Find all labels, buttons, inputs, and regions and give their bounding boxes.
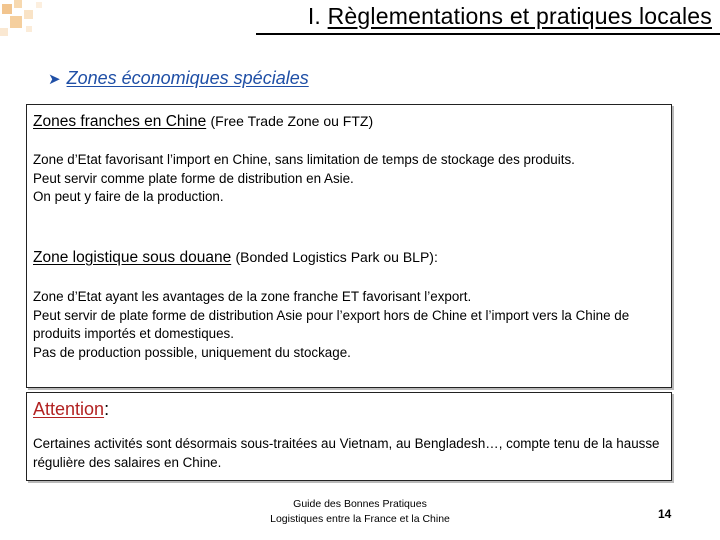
blp-heading-label: Zone logistique sous douane — [33, 249, 232, 266]
section-subtitle — [48, 68, 309, 89]
blp-description — [33, 288, 663, 362]
footer-line-2: Logistiques entre la France et la Chine — [270, 513, 450, 525]
corner-decoration — [0, 0, 60, 48]
attention-colon: : — [104, 399, 110, 419]
blp-line: Pas de production possible, uniquement du stockage. — [33, 344, 351, 360]
page-title — [308, 3, 712, 30]
ftz-line: Zone d’Etat favorisant l’import en Chine, sans limitation de temps de stockage des produits. — [33, 152, 575, 167]
zones-info-box — [26, 104, 672, 388]
ftz-line: Peut servir comme plate forme de distribution en Asie. — [33, 170, 354, 186]
title-bar — [256, 0, 720, 34]
footer — [240, 497, 480, 527]
blp-heading-paren: (Bonded Logistics Park ou BLP): — [235, 249, 438, 265]
ftz-line: On peut y faire de la production. — [33, 189, 224, 205]
attention-box — [26, 392, 672, 481]
ftz-heading — [33, 113, 373, 131]
blp-heading — [33, 249, 438, 267]
ftz-heading-label: Zones franches en Chine — [33, 113, 207, 130]
blp-line: Peut servir de plate forme de distribution Asie pour l’export hors de Chine et l’import vers la Chine de produits importés et domestiques. — [33, 307, 630, 342]
subtitle-text: Zones économiques spéciales — [66, 68, 309, 88]
title-underline — [256, 33, 720, 35]
footer-line-1: Guide des Bonnes Pratiques — [293, 498, 427, 510]
page-number: 14 — [658, 507, 672, 521]
ftz-heading-paren: (Free Trade Zone ou FTZ) — [210, 113, 374, 129]
ftz-description — [33, 151, 663, 207]
attention-heading — [33, 399, 109, 420]
title-text: Règlementations et pratiques locales — [327, 3, 712, 29]
title-number: I. — [307, 3, 322, 29]
attention-text: Certaines activités sont désormais sous-traitées au Vietnam, au Bengladesh…, compte tenu de la hausse régulière des salaires en Chine. — [33, 436, 660, 470]
blp-line: Zone d’Etat ayant les avantages de la zone franche ET favorisant l’export. — [33, 289, 472, 304]
attention-label: Attention — [33, 399, 105, 419]
arrow-bullet-icon: ➤ — [48, 71, 61, 88]
